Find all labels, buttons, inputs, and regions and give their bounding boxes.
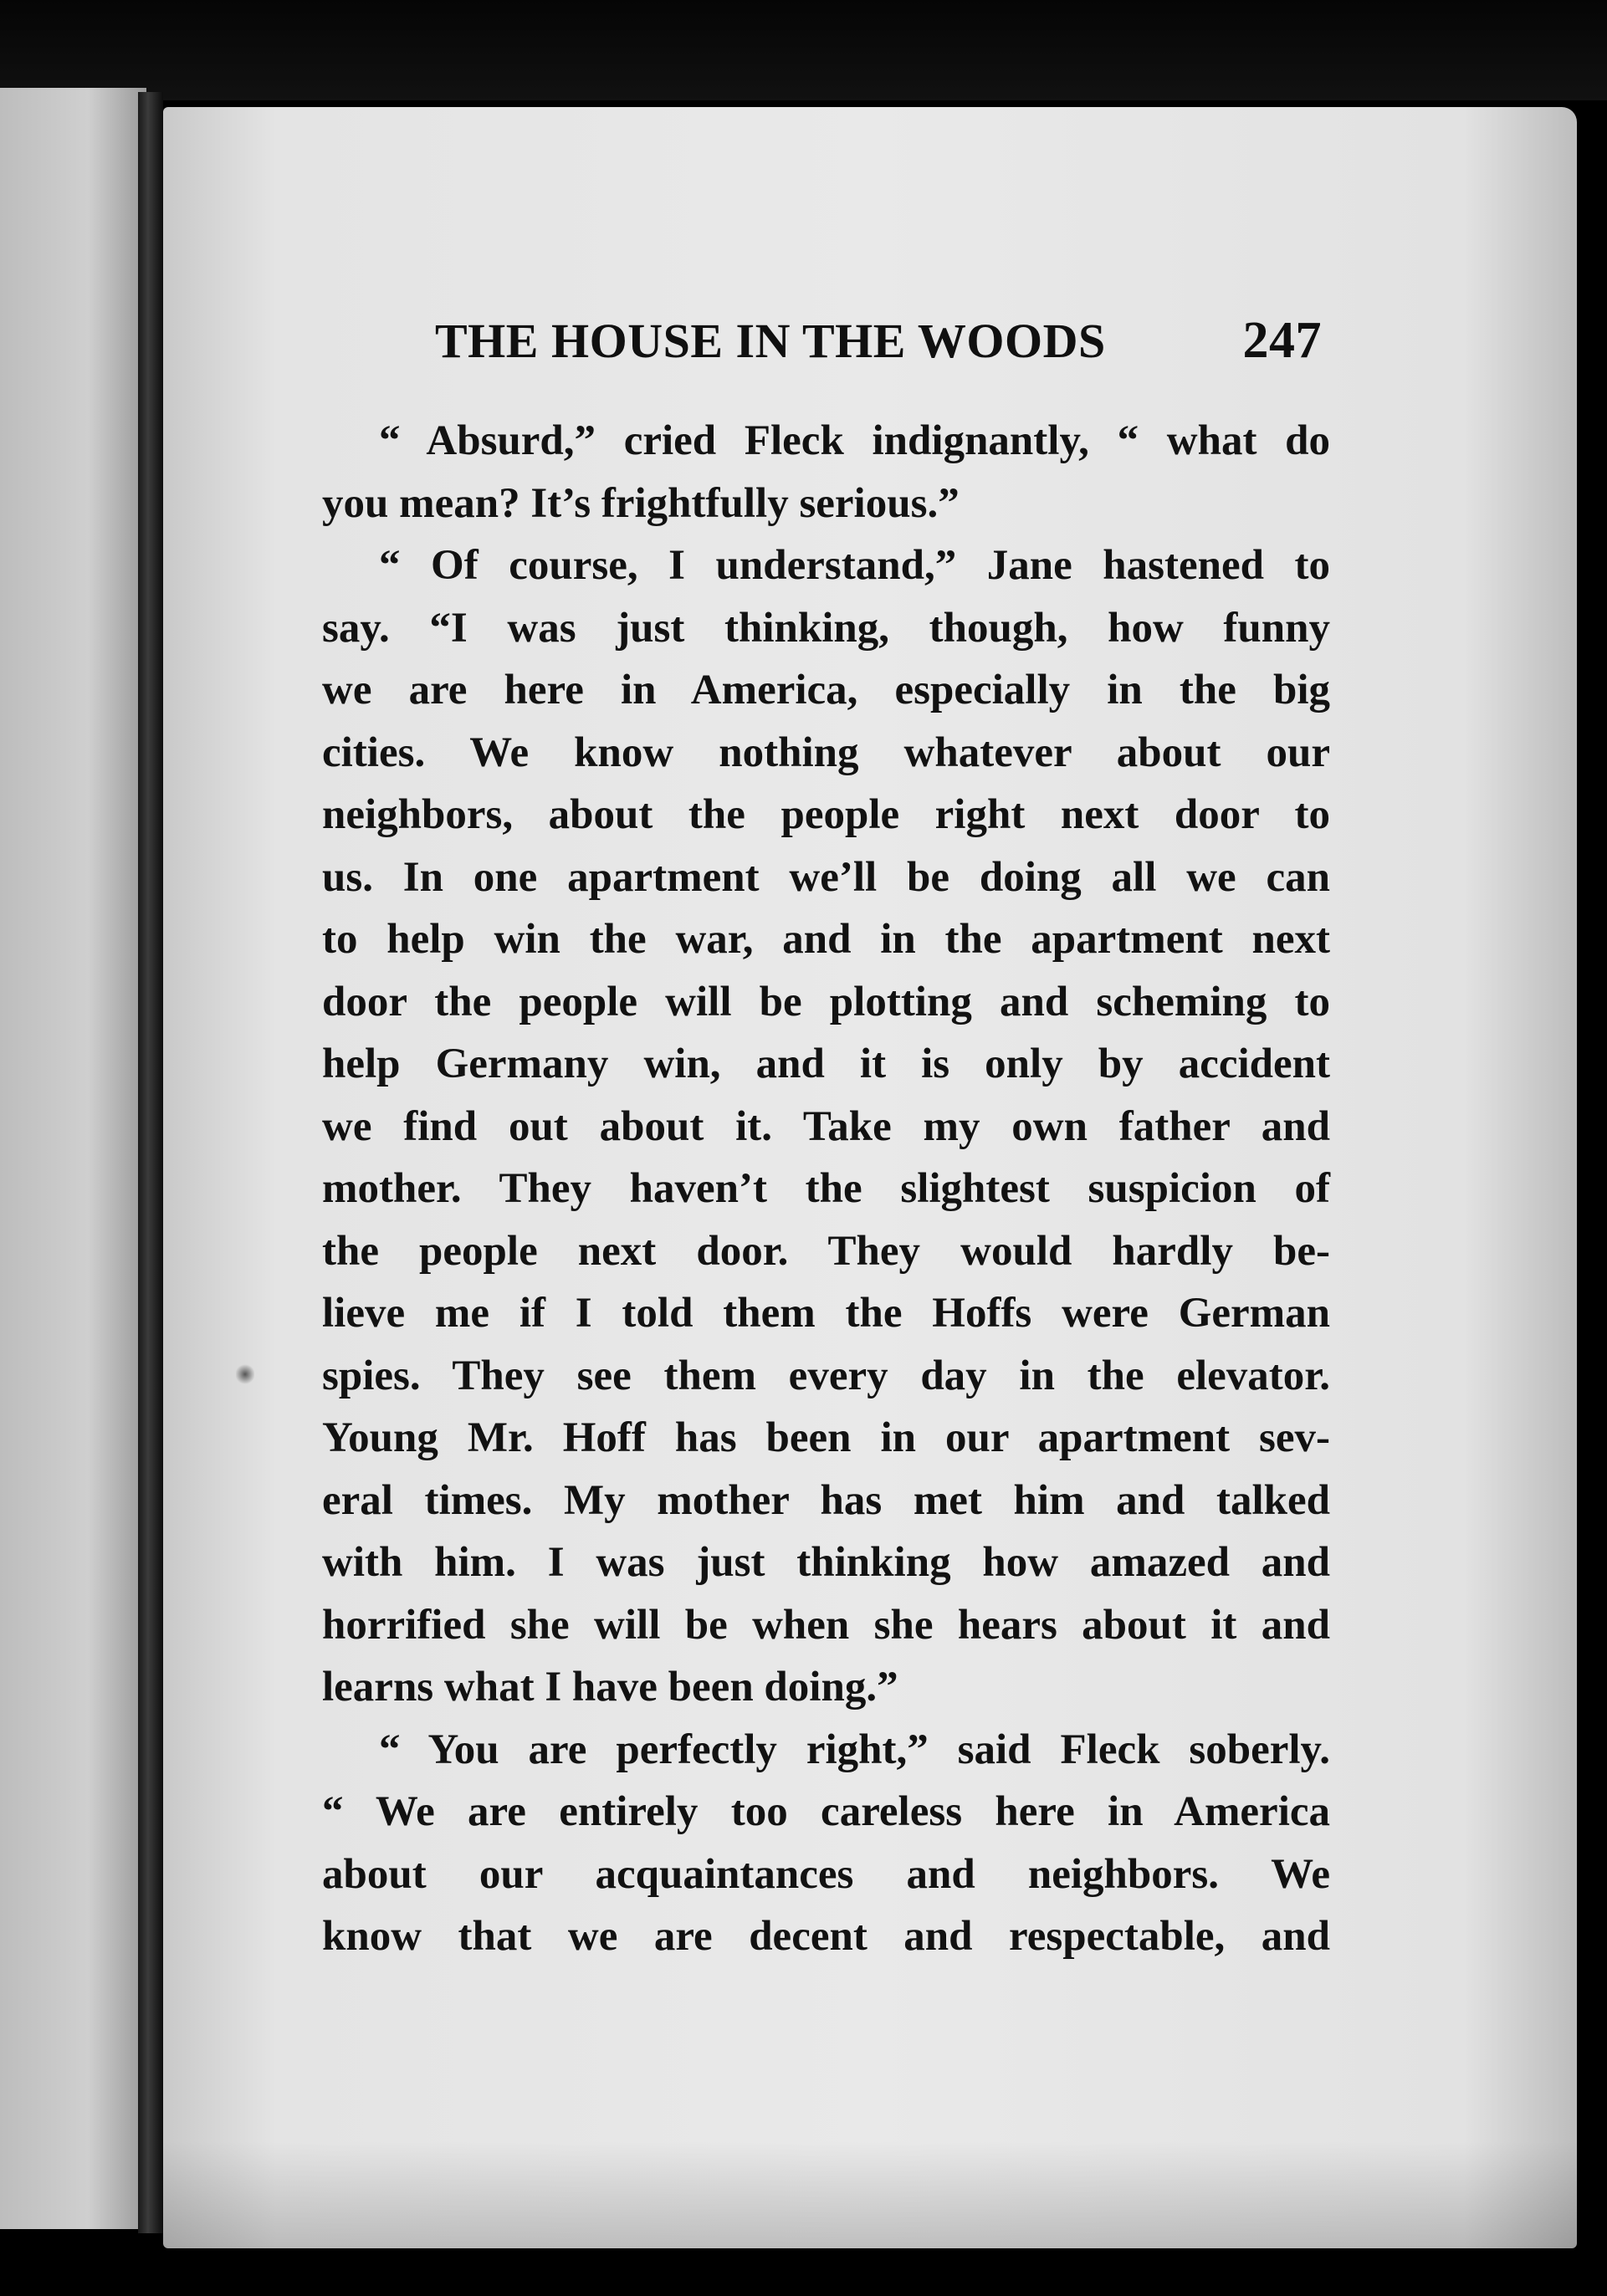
text-line: Young Mr. Hoff has been in our apartment sev-	[322, 1414, 1330, 1461]
text-line: door the people will be plotting and scheming to	[322, 978, 1330, 1025]
text-line: cities. We know nothing whatever about our	[322, 729, 1330, 776]
text-line: say. “I was just thinking, though, how funny	[322, 604, 1330, 652]
facing-page-edge	[0, 88, 146, 2229]
text-line: help Germany win, and it is only by accident	[322, 1041, 1330, 1087]
scan-border	[0, 0, 1607, 100]
book-gutter	[138, 92, 163, 2233]
text-line: eral times. My mother has met him and talked	[322, 1476, 1330, 1524]
running-title: THE HOUSE IN THE WOODS	[435, 314, 1106, 368]
text-line: spies. They see them every day in the elevator.	[322, 1352, 1330, 1399]
text-line: about our acquaintances and neighbors. We	[322, 1850, 1330, 1898]
text-line: we find out about it. Take my own father and	[322, 1102, 1330, 1150]
text-line: “ We are entirely too careless here in America	[322, 1788, 1330, 1835]
text-line: “ Of course, I understand,” Jane hastened to	[379, 542, 1330, 589]
ink-smudge	[236, 1363, 254, 1385]
text-line: horrified she will be when she hears about it and	[322, 1601, 1330, 1649]
text-line: learns what I have been doing.”	[322, 1664, 898, 1710]
text-line: with him. I was just thinking how amazed and	[322, 1539, 1330, 1586]
text-line: we are here in America, especially in the big	[322, 667, 1330, 713]
text-line: know that we are decent and respectable, and	[322, 1913, 1330, 1960]
text-line: mother. They haven’t the slightest suspicion of	[322, 1165, 1330, 1212]
text-line: “ Absurd,” cried Fleck indignantly, “ what do	[379, 417, 1330, 464]
text-line: us. In one apartment we’ll be doing all we can	[322, 853, 1330, 901]
body-text	[322, 410, 1330, 1968]
running-head	[435, 311, 1322, 371]
text-line: lieve me if I told them the Hoffs were German	[322, 1290, 1330, 1337]
page-shadow	[163, 2141, 1577, 2248]
text-line: the people next door. They would hardly be-	[322, 1227, 1330, 1275]
text-line: to help win the war, and in the apartment next	[322, 916, 1330, 963]
text-line: neighbors, about the people right next door to	[322, 791, 1330, 838]
text-line: you mean? It’s frightfully serious.”	[322, 479, 960, 527]
text-line: “ You are perfectly right,” said Fleck soberly.	[379, 1726, 1330, 1773]
page-number: 247	[1242, 312, 1322, 369]
